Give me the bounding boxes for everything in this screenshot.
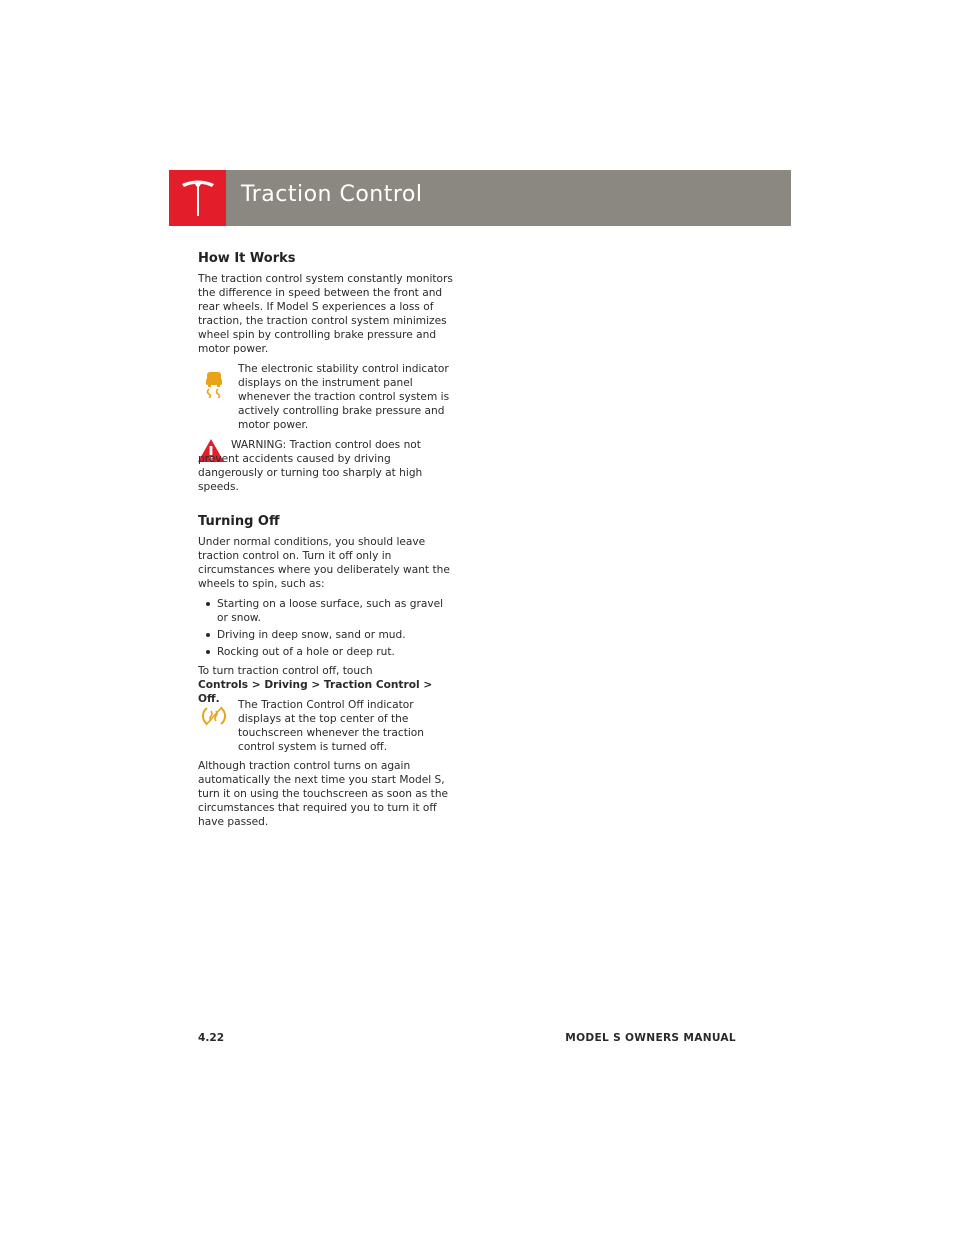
manual-title: MODEL S OWNERS MANUAL bbox=[565, 1032, 736, 1044]
turning-off-closing: Although traction control turns on again automatically the next time you start Model S, turn it on using the touchscreen as soon as the circumstances that required you to turn it off have passed. bbox=[198, 760, 449, 828]
instruction-path: Controls > Driving > Traction Control > Off. bbox=[198, 679, 433, 705]
list-item: Driving in deep snow, sand or mud. bbox=[206, 628, 456, 642]
section-heading-how-it-works: How It Works bbox=[198, 251, 296, 266]
tesla-logo-icon bbox=[179, 178, 217, 218]
chapter-title: Traction Control bbox=[241, 182, 423, 207]
stability-control-icon bbox=[203, 370, 225, 398]
list-item: Rocking out of a hole or deep rut. bbox=[206, 645, 456, 659]
traction-control-off-icon bbox=[202, 704, 226, 728]
tc-off-indicator-note: The Traction Control Off indicator displays at the top center of the touchscreen whenever the traction control system is turned off. bbox=[238, 699, 424, 753]
page-number: 4.22 bbox=[198, 1032, 225, 1044]
section-heading-turning-off: Turning Off bbox=[198, 514, 280, 529]
list-item: Starting on a loose surface, such as gravel or snow. bbox=[206, 597, 456, 625]
turning-off-intro: Under normal conditions, you should leave traction control on. Turn it off only in circumstances where you deliberately want the wheels to spin, such as: bbox=[198, 536, 450, 590]
esc-indicator-note: The electronic stability control indicator displays on the instrument panel whenever the traction control system is actively controlling brake pressure and motor power. bbox=[238, 363, 450, 431]
circumstance-list bbox=[206, 597, 456, 662]
chapter-header bbox=[169, 170, 791, 226]
how-it-works-intro: The traction control system constantly monitors the difference in speed between the front and rear wheels. If Model S experiences a loss of traction, the traction control system minimizes wheel spin by controlling brake pressure and motor power. bbox=[198, 273, 453, 355]
tesla-logo bbox=[169, 170, 226, 226]
instruction-prefix: To turn traction control off, touch bbox=[198, 665, 373, 677]
warning-text: WARNING: Traction control does not prevent accidents caused by driving dangerously or turning too sharply at high speeds. bbox=[198, 439, 423, 493]
